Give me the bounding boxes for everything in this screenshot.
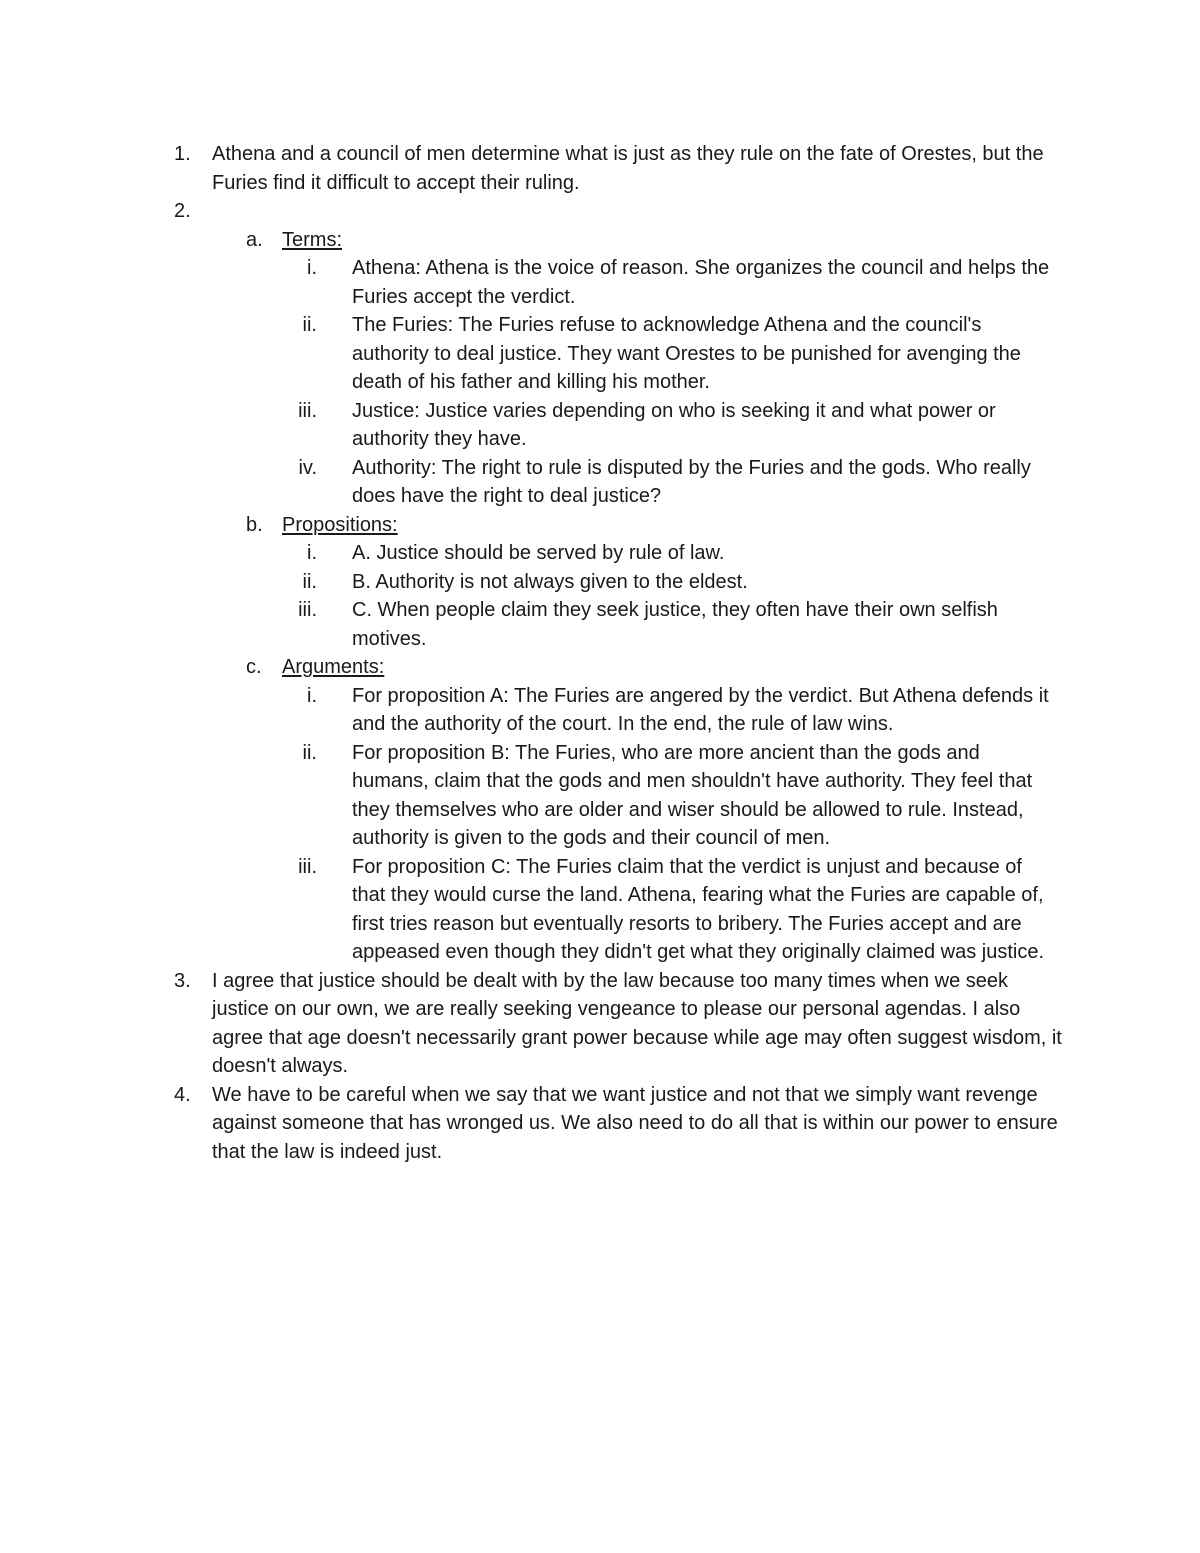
point-text: For proposition C: The Furies claim that the verdict is unjust and because of that they would curse the land. Athena, fearing what the Furies are capable of, first tries reason but eventually resorts to bribery. The Furies accept and are appeased even though they didn't get what they originally claimed was justice.: [352, 855, 1045, 963]
list-item-text: I agree that justice should be dealt with by the law because too many times when we seek justice on our own, we are really seeking vengeance to please our personal agendas. I also agree that age doesn't necessarily grant power because while age may often suggest wisdom, it doesn't always.: [212, 969, 1062, 1077]
point-text: C. When people claim they seek justice, they often have their own selfish motives.: [352, 599, 998, 650]
section-letter: c.: [246, 656, 262, 678]
section-heading: Propositions:: [282, 513, 398, 536]
list-item-text-empty: [212, 197, 1062, 226]
roman-numeral: ii.: [302, 741, 317, 764]
section-heading: Terms:: [282, 228, 342, 251]
section-terms: [0, 226, 1200, 255]
point-text: The Furies: The Furies refuse to acknowledge Athena and the council's authority to deal justice. They want Orestes to be punished for avenging the death of his father and killing his mother.: [352, 314, 1021, 393]
point-text: For proposition B: The Furies, who are more ancient than the gods and humans, claim that the gods and men shouldn't have authority. They feel that they themselves who are older and wiser should be allowed to rule. Instead, authority is given to the gods and their council of men.: [352, 741, 1033, 849]
list-item-text: Athena and a council of men determine what is just as they rule on the fate of Orestes, but the Furies find it difficult to accept their ruling.: [212, 143, 1044, 194]
list-number: 4.: [174, 1083, 191, 1106]
section-letter: a.: [246, 228, 263, 251]
argument-b: [0, 739, 1200, 853]
list-item-4: [0, 1081, 1200, 1167]
section-arguments: [0, 653, 1200, 682]
list-item-3: [0, 967, 1200, 1081]
point-text: A. Justice should be served by rule of law.: [352, 542, 725, 564]
document-page: [0, 140, 1200, 1166]
term-authority: [0, 454, 1200, 511]
point-text: Athena: Athena is the voice of reason. She organizes the council and helps the Furies accept the verdict.: [352, 257, 1050, 308]
proposition-a: [0, 539, 1200, 568]
roman-numeral: ii.: [302, 314, 317, 336]
roman-numeral: iii.: [298, 399, 317, 422]
term-justice: [0, 397, 1200, 454]
section-heading: Arguments:: [282, 656, 385, 678]
proposition-c: [0, 596, 1200, 653]
roman-numeral: i.: [307, 542, 317, 564]
point-text: Authority: The right to rule is disputed by the Furies and the gods. Who really does have the right to deal justice?: [352, 456, 1031, 507]
proposition-b: [0, 568, 1200, 597]
term-furies: [0, 311, 1200, 397]
list-item-2: [0, 197, 1200, 226]
argument-a: [0, 682, 1200, 739]
term-athena: [0, 254, 1200, 311]
roman-numeral: i.: [307, 684, 317, 707]
point-text: Justice: Justice varies depending on who is seeking it and what power or authority they have.: [352, 399, 996, 450]
roman-numeral: iii.: [298, 855, 317, 878]
list-item-1: [0, 140, 1200, 197]
point-text: For proposition A: The Furies are angered by the verdict. But Athena defends it and the authority of the court. In the end, the rule of law wins.: [352, 684, 1049, 735]
roman-numeral: i.: [307, 257, 317, 279]
list-number: 3.: [174, 969, 191, 992]
section-propositions: [0, 511, 1200, 540]
list-item-text: We have to be careful when we say that we want justice and not that we simply want revenge against someone that has wronged us. We also need to do all that is within our power to ensure that the law is indeed just.: [212, 1083, 1058, 1163]
list-number: 1.: [174, 143, 191, 165]
point-text: B. Authority is not always given to the eldest.: [352, 570, 748, 593]
list-number: 2.: [174, 200, 191, 222]
roman-numeral: iv.: [298, 456, 317, 479]
roman-numeral: ii.: [302, 570, 317, 593]
roman-numeral: iii.: [298, 599, 317, 621]
argument-c: [0, 853, 1200, 967]
section-letter: b.: [246, 513, 263, 536]
